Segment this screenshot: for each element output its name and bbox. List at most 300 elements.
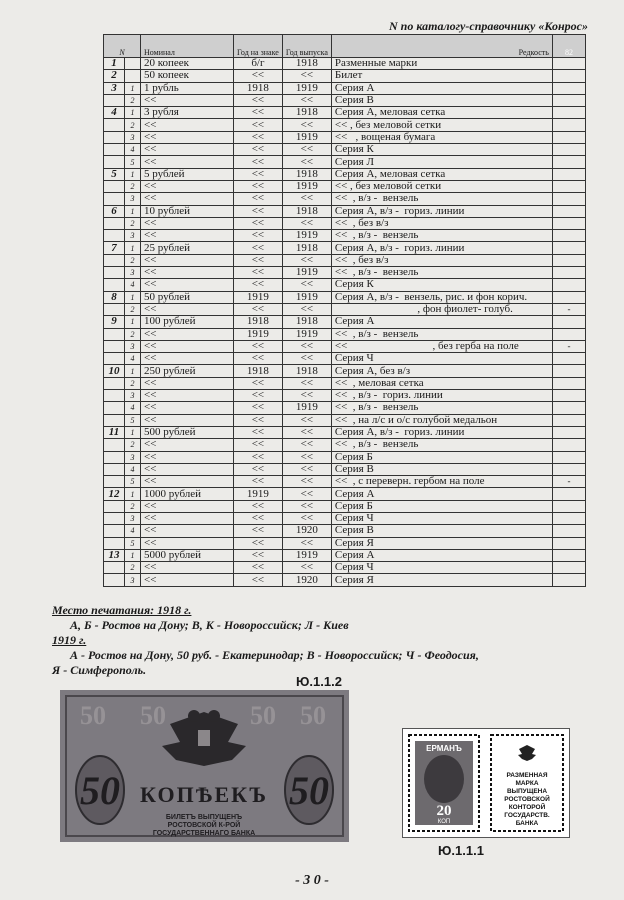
note-cell: Серия В bbox=[331, 94, 552, 106]
year-sign-cell: << bbox=[234, 107, 283, 119]
sub-number: 5 bbox=[125, 414, 141, 426]
group-number bbox=[104, 193, 125, 205]
group-number bbox=[104, 377, 125, 389]
year-issue-cell: 1918 bbox=[282, 242, 331, 254]
nominal-cell: 25 рублей bbox=[141, 242, 234, 254]
stamp-back-2: МАРКА bbox=[515, 780, 539, 787]
value-left: 50 bbox=[80, 768, 120, 813]
nominal-cell: << bbox=[141, 525, 234, 537]
note-word: КОПѢЕКЪ bbox=[140, 782, 268, 807]
sub-number: 5 bbox=[125, 537, 141, 549]
year-issue-cell: << bbox=[282, 94, 331, 106]
table-row bbox=[104, 180, 586, 192]
table-row bbox=[104, 439, 586, 451]
table-row bbox=[104, 426, 586, 438]
nominal-cell: << bbox=[141, 340, 234, 352]
col-rarity-header: Редкость bbox=[331, 35, 552, 58]
year-issue-cell: << bbox=[282, 353, 331, 365]
nominal-cell: << bbox=[141, 390, 234, 402]
year-sign-cell: << bbox=[234, 402, 283, 414]
year-sign-cell: << bbox=[234, 94, 283, 106]
sub-number: 2 bbox=[125, 328, 141, 340]
rarity-cell bbox=[552, 217, 585, 229]
rarity-cell bbox=[552, 549, 585, 561]
sub-number: 3 bbox=[125, 512, 141, 524]
year-sign-cell: << bbox=[234, 303, 283, 315]
year-sign-cell: << bbox=[234, 353, 283, 365]
group-number: 6 bbox=[104, 205, 125, 217]
col-year-sign-header: Год на знаке bbox=[234, 35, 283, 58]
sub-number: 2 bbox=[125, 217, 141, 229]
year-sign-cell: 1918 bbox=[234, 365, 283, 377]
rarity-cell bbox=[552, 144, 585, 156]
table-row bbox=[104, 254, 586, 266]
nominal-cell: << bbox=[141, 537, 234, 549]
group-number bbox=[104, 414, 125, 426]
note-cell: Серия Ч bbox=[331, 562, 552, 574]
sub-number: 3 bbox=[125, 267, 141, 279]
note-cell: Серия А, в/з - вензель, рис. и фон корич. bbox=[331, 291, 552, 303]
nominal-cell: << bbox=[141, 463, 234, 475]
stamp-back-6: ГОСУДАРСТВ. bbox=[504, 812, 550, 819]
group-number bbox=[104, 254, 125, 266]
year-issue-cell: 1919 bbox=[282, 328, 331, 340]
sub-number: 2 bbox=[125, 180, 141, 192]
year-issue-cell: << bbox=[282, 537, 331, 549]
rarity-cell bbox=[552, 537, 585, 549]
year-issue-cell: 1919 bbox=[282, 131, 331, 143]
year-issue-cell: 1920 bbox=[282, 574, 331, 586]
group-number bbox=[104, 574, 125, 586]
sub-number: 2 bbox=[125, 94, 141, 106]
sub-number: 3 bbox=[125, 131, 141, 143]
nominal-cell: 20 копеек bbox=[141, 58, 234, 70]
sub-number: 1 bbox=[125, 426, 141, 438]
stamp-back-3: ВЫПУЩЕНА bbox=[506, 788, 548, 795]
place-heading: Место печатания: 1918 г. bbox=[52, 603, 192, 617]
sub-number: 4 bbox=[125, 463, 141, 475]
year-sign-cell: << bbox=[234, 439, 283, 451]
note-text-3: ГОСУДАРСТВЕННАГО БАНКА bbox=[152, 830, 256, 837]
group-number bbox=[104, 439, 125, 451]
sub-number: 1 bbox=[125, 107, 141, 119]
rarity-cell bbox=[552, 242, 585, 254]
note-text-1: БИЛЕТЪ ВЫПУЩЕНЪ bbox=[165, 814, 243, 821]
rarity-cell bbox=[552, 230, 585, 242]
year-sign-cell: << bbox=[234, 193, 283, 205]
group-number: 13 bbox=[104, 549, 125, 561]
sub-number bbox=[125, 70, 141, 82]
note-cell: Серия К bbox=[331, 144, 552, 156]
table-row bbox=[104, 414, 586, 426]
rarity-cell bbox=[552, 94, 585, 106]
group-number: 1 bbox=[104, 58, 125, 70]
stamp-back-5: КОНТОРОЙ bbox=[508, 804, 546, 811]
year-sign-cell: << bbox=[234, 242, 283, 254]
year-sign-cell: << bbox=[234, 574, 283, 586]
sub-number: 1 bbox=[125, 549, 141, 561]
rarity-cell bbox=[552, 574, 585, 586]
year-issue-cell: << bbox=[282, 70, 331, 82]
nominal-cell: << bbox=[141, 254, 234, 266]
rarity-cell bbox=[552, 70, 585, 82]
group-number bbox=[104, 390, 125, 402]
table-row bbox=[104, 353, 586, 365]
rarity-cell bbox=[552, 488, 585, 500]
sub-number: 1 bbox=[125, 168, 141, 180]
place-1919: А - Ростов на Дону, 50 руб. - Екатеринодар; В - Новороссийск; Ч - Феодосия, bbox=[70, 648, 479, 662]
sub-number: 3 bbox=[125, 451, 141, 463]
year-issue-cell: << bbox=[282, 451, 331, 463]
note-cell: Серия А bbox=[331, 549, 552, 561]
table-row bbox=[104, 205, 586, 217]
table-row bbox=[104, 512, 586, 524]
group-number bbox=[104, 119, 125, 131]
table-row bbox=[104, 230, 586, 242]
nominal-cell: << bbox=[141, 562, 234, 574]
sub-number: 2 bbox=[125, 500, 141, 512]
year-issue-cell: << bbox=[282, 512, 331, 524]
rarity-cell: - bbox=[552, 340, 585, 352]
nominal-cell: 5000 рублей bbox=[141, 549, 234, 561]
nominal-cell: 1 рубль bbox=[141, 82, 234, 94]
note-cell: Серия А, меловая сетка bbox=[331, 107, 552, 119]
table-row bbox=[104, 451, 586, 463]
nominal-cell: << bbox=[141, 144, 234, 156]
table-row bbox=[104, 500, 586, 512]
nominal-cell: << bbox=[141, 279, 234, 291]
note-cell: Серия А, меловая сетка bbox=[331, 168, 552, 180]
note-cell: << , в/з - вензель bbox=[331, 402, 552, 414]
year-sign-cell: << bbox=[234, 476, 283, 488]
nominal-cell: << bbox=[141, 402, 234, 414]
year-sign-cell: << bbox=[234, 131, 283, 143]
table-row bbox=[104, 94, 586, 106]
year-sign-cell: << bbox=[234, 70, 283, 82]
group-number bbox=[104, 353, 125, 365]
sub-number: 4 bbox=[125, 279, 141, 291]
rarity-cell bbox=[552, 463, 585, 475]
note-cell: << , в/з - вензель bbox=[331, 230, 552, 242]
table-row bbox=[104, 537, 586, 549]
year-sign-cell: << bbox=[234, 390, 283, 402]
sub-number: 3 bbox=[125, 230, 141, 242]
table-row bbox=[104, 488, 586, 500]
note-cell: Серия В bbox=[331, 525, 552, 537]
year-sign-cell: << bbox=[234, 500, 283, 512]
rarity-cell bbox=[552, 58, 585, 70]
note-cell: Серия А bbox=[331, 82, 552, 94]
note-cell: Серия В bbox=[331, 463, 552, 475]
table-row bbox=[104, 316, 586, 328]
note-cell: << , в/з - вензель bbox=[331, 328, 552, 340]
group-number: 4 bbox=[104, 107, 125, 119]
nominal-cell: << bbox=[141, 377, 234, 389]
year-sign-cell: 1919 bbox=[234, 488, 283, 500]
rarity-cell bbox=[552, 562, 585, 574]
note-cell: Серия Я bbox=[331, 574, 552, 586]
rarity-cell bbox=[552, 377, 585, 389]
group-number bbox=[104, 144, 125, 156]
group-number bbox=[104, 512, 125, 524]
note-caption: Ю.1.1.2 bbox=[296, 674, 342, 689]
note-cell: << , в/з - вензель bbox=[331, 267, 552, 279]
rarity-cell bbox=[552, 180, 585, 192]
table-row bbox=[104, 217, 586, 229]
sub-number: 4 bbox=[125, 353, 141, 365]
year-sign-cell: << bbox=[234, 267, 283, 279]
year-issue-cell: << bbox=[282, 340, 331, 352]
group-number bbox=[104, 500, 125, 512]
note-cell: << , без меловой сетки bbox=[331, 180, 552, 192]
rarity-cell: - bbox=[552, 303, 585, 315]
place-1918: А, Б - Ростов на Дону; В, К - Новороссийск; Л - Киев bbox=[70, 618, 349, 632]
note-cell: Серия А, в/з - гориз. линии bbox=[331, 242, 552, 254]
rarity-cell bbox=[552, 512, 585, 524]
sub-number: 4 bbox=[125, 402, 141, 414]
year-sign-cell: << bbox=[234, 512, 283, 524]
rarity-cell bbox=[552, 131, 585, 143]
note-cell: Серия Б bbox=[331, 451, 552, 463]
rarity-cell bbox=[552, 414, 585, 426]
rarity-cell bbox=[552, 525, 585, 537]
note-cell: << , в/з - гориз. линии bbox=[331, 390, 552, 402]
nominal-cell: << bbox=[141, 230, 234, 242]
stamp-back-1: РАЗМЕННАЯ bbox=[506, 772, 548, 779]
year-issue-cell: << bbox=[282, 500, 331, 512]
year-issue-cell: 1918 bbox=[282, 205, 331, 217]
catalog-header: N по каталогу-справочнику «Конрос» bbox=[389, 19, 588, 33]
year-issue-cell: 1919 bbox=[282, 291, 331, 303]
sub-number: 2 bbox=[125, 119, 141, 131]
table-row bbox=[104, 525, 586, 537]
table-header-row bbox=[104, 35, 586, 58]
year-1919: 1919 г. bbox=[52, 633, 87, 647]
note-cell: Серия А, без в/з bbox=[331, 365, 552, 377]
year-issue-cell: << bbox=[282, 476, 331, 488]
page-number: - 3 0 - bbox=[295, 873, 329, 888]
note-cell: << , с переверн. гербом на поле bbox=[331, 476, 552, 488]
year-sign-cell: << bbox=[234, 340, 283, 352]
year-sign-cell: << bbox=[234, 119, 283, 131]
year-sign-cell: << bbox=[234, 549, 283, 561]
table-row bbox=[104, 303, 586, 315]
stamp-image bbox=[402, 728, 570, 838]
table-row bbox=[104, 562, 586, 574]
bg-value-4: 50 bbox=[300, 701, 326, 730]
col-nominal-header: Номинал bbox=[141, 35, 234, 58]
year-sign-cell: << bbox=[234, 254, 283, 266]
year-sign-cell: << bbox=[234, 451, 283, 463]
bg-value-2: 50 bbox=[140, 701, 166, 730]
value-right: 50 bbox=[289, 768, 329, 813]
rarity-cell bbox=[552, 193, 585, 205]
rarity-cell bbox=[552, 353, 585, 365]
note-cell: << , без меловой сетки bbox=[331, 119, 552, 131]
year-sign-cell: << bbox=[234, 230, 283, 242]
year-issue-cell: << bbox=[282, 193, 331, 205]
sub-number: 1 bbox=[125, 316, 141, 328]
table-row bbox=[104, 574, 586, 586]
catalog-table bbox=[103, 34, 586, 587]
year-sign-cell: << bbox=[234, 144, 283, 156]
group-number: 9 bbox=[104, 316, 125, 328]
table-row bbox=[104, 193, 586, 205]
year-issue-cell: << bbox=[282, 562, 331, 574]
sub-number: 2 bbox=[125, 303, 141, 315]
nominal-cell: << bbox=[141, 94, 234, 106]
year-issue-cell: << bbox=[282, 217, 331, 229]
note-cell: Разменные марки bbox=[331, 58, 552, 70]
nominal-cell: << bbox=[141, 476, 234, 488]
rarity-cell bbox=[552, 402, 585, 414]
note-cell: Серия А bbox=[331, 488, 552, 500]
bg-value-3: 50 bbox=[250, 701, 276, 730]
sub-number: 4 bbox=[125, 144, 141, 156]
year-issue-cell: 1918 bbox=[282, 107, 331, 119]
rarity-cell bbox=[552, 390, 585, 402]
note-cell: Серия Б bbox=[331, 500, 552, 512]
sub-number: 1 bbox=[125, 205, 141, 217]
note-cell: Серия А, в/з - гориз. линии bbox=[331, 205, 552, 217]
year-issue-cell: << bbox=[282, 119, 331, 131]
group-number: 3 bbox=[104, 82, 125, 94]
nominal-cell: 50 рублей bbox=[141, 291, 234, 303]
year-issue-cell: 1918 bbox=[282, 316, 331, 328]
nominal-cell: << bbox=[141, 439, 234, 451]
rarity-cell bbox=[552, 119, 585, 131]
place-1919-cont: Я - Симферополь. bbox=[52, 663, 147, 677]
group-number bbox=[104, 217, 125, 229]
col-n-header: N bbox=[104, 35, 141, 58]
group-number bbox=[104, 402, 125, 414]
nominal-cell: 100 рублей bbox=[141, 316, 234, 328]
table-row bbox=[104, 70, 586, 82]
table-row bbox=[104, 549, 586, 561]
year-sign-cell: << bbox=[234, 414, 283, 426]
note-cell: << , вощеная бумага bbox=[331, 131, 552, 143]
group-number bbox=[104, 131, 125, 143]
year-sign-cell: << bbox=[234, 217, 283, 229]
group-number bbox=[104, 463, 125, 475]
nominal-cell: << bbox=[141, 156, 234, 168]
stamp-top: ЕРМАНЪ bbox=[426, 744, 462, 753]
year-issue-cell: << bbox=[282, 279, 331, 291]
nominal-cell: << bbox=[141, 328, 234, 340]
year-sign-cell: << bbox=[234, 279, 283, 291]
sub-number: 1 bbox=[125, 242, 141, 254]
sub-number: 2 bbox=[125, 562, 141, 574]
group-number bbox=[104, 476, 125, 488]
rarity-cell bbox=[552, 82, 585, 94]
table-row bbox=[104, 131, 586, 143]
rarity-cell bbox=[552, 328, 585, 340]
group-number bbox=[104, 562, 125, 574]
table-row bbox=[104, 340, 586, 352]
sub-number: 1 bbox=[125, 488, 141, 500]
table-row bbox=[104, 279, 586, 291]
table-row bbox=[104, 476, 586, 488]
group-number bbox=[104, 303, 125, 315]
rarity-cell: - bbox=[552, 476, 585, 488]
table-row bbox=[104, 119, 586, 131]
year-sign-cell: 1918 bbox=[234, 316, 283, 328]
group-number bbox=[104, 328, 125, 340]
table-row bbox=[104, 58, 586, 70]
note-text-2: РОСТОВСКОЙ К-РОЙ bbox=[167, 822, 241, 829]
group-number: 2 bbox=[104, 70, 125, 82]
nominal-cell: << bbox=[141, 451, 234, 463]
sub-number: 2 bbox=[125, 254, 141, 266]
nominal-cell: 10 рублей bbox=[141, 205, 234, 217]
note-cell: << , на л/с и о/с голубой медальон bbox=[331, 414, 552, 426]
table-row bbox=[104, 107, 586, 119]
group-number: 7 bbox=[104, 242, 125, 254]
year-issue-cell: 1918 bbox=[282, 168, 331, 180]
nominal-cell: << bbox=[141, 574, 234, 586]
table-row bbox=[104, 267, 586, 279]
group-number bbox=[104, 180, 125, 192]
group-number bbox=[104, 279, 125, 291]
sub-number: 5 bbox=[125, 156, 141, 168]
year-issue-cell: << bbox=[282, 463, 331, 475]
year-issue-cell: 1918 bbox=[282, 365, 331, 377]
nominal-cell: << bbox=[141, 180, 234, 192]
year-issue-cell: 1919 bbox=[282, 82, 331, 94]
rarity-cell bbox=[552, 107, 585, 119]
group-number bbox=[104, 94, 125, 106]
table-row bbox=[104, 365, 586, 377]
year-issue-cell: << bbox=[282, 488, 331, 500]
rarity-cell bbox=[552, 279, 585, 291]
table-row bbox=[104, 390, 586, 402]
group-number bbox=[104, 537, 125, 549]
year-issue-cell: << bbox=[282, 377, 331, 389]
note-cell: Серия К bbox=[331, 279, 552, 291]
note-cell: << , в/з - вензель bbox=[331, 439, 552, 451]
note-cell: << , в/з - вензель bbox=[331, 193, 552, 205]
rarity-cell bbox=[552, 316, 585, 328]
year-issue-cell: 1919 bbox=[282, 549, 331, 561]
year-issue-cell: 1919 bbox=[282, 230, 331, 242]
nominal-cell: 50 копеек bbox=[141, 70, 234, 82]
rarity-cell bbox=[552, 451, 585, 463]
sub-number: 2 bbox=[125, 439, 141, 451]
note-cell: Билет bbox=[331, 70, 552, 82]
sub-number: 4 bbox=[125, 525, 141, 537]
rarity-cell bbox=[552, 267, 585, 279]
year-sign-cell: << bbox=[234, 537, 283, 549]
year-issue-cell: 1919 bbox=[282, 267, 331, 279]
year-sign-cell: << bbox=[234, 156, 283, 168]
nominal-cell: << bbox=[141, 267, 234, 279]
nominal-cell: << bbox=[141, 512, 234, 524]
year-sign-cell: << bbox=[234, 205, 283, 217]
table-row bbox=[104, 156, 586, 168]
note-cell: Серия А, в/з - гориз. линии bbox=[331, 426, 552, 438]
rarity-cell bbox=[552, 291, 585, 303]
group-number bbox=[104, 451, 125, 463]
year-sign-cell: б/г bbox=[234, 58, 283, 70]
note-cell: Серия А bbox=[331, 316, 552, 328]
note-cell: Серия Я bbox=[331, 537, 552, 549]
nominal-cell: 5 рублей bbox=[141, 168, 234, 180]
group-number: 8 bbox=[104, 291, 125, 303]
group-number bbox=[104, 230, 125, 242]
sub-number: 1 bbox=[125, 365, 141, 377]
year-issue-cell: << bbox=[282, 426, 331, 438]
year-sign-cell: 1919 bbox=[234, 291, 283, 303]
